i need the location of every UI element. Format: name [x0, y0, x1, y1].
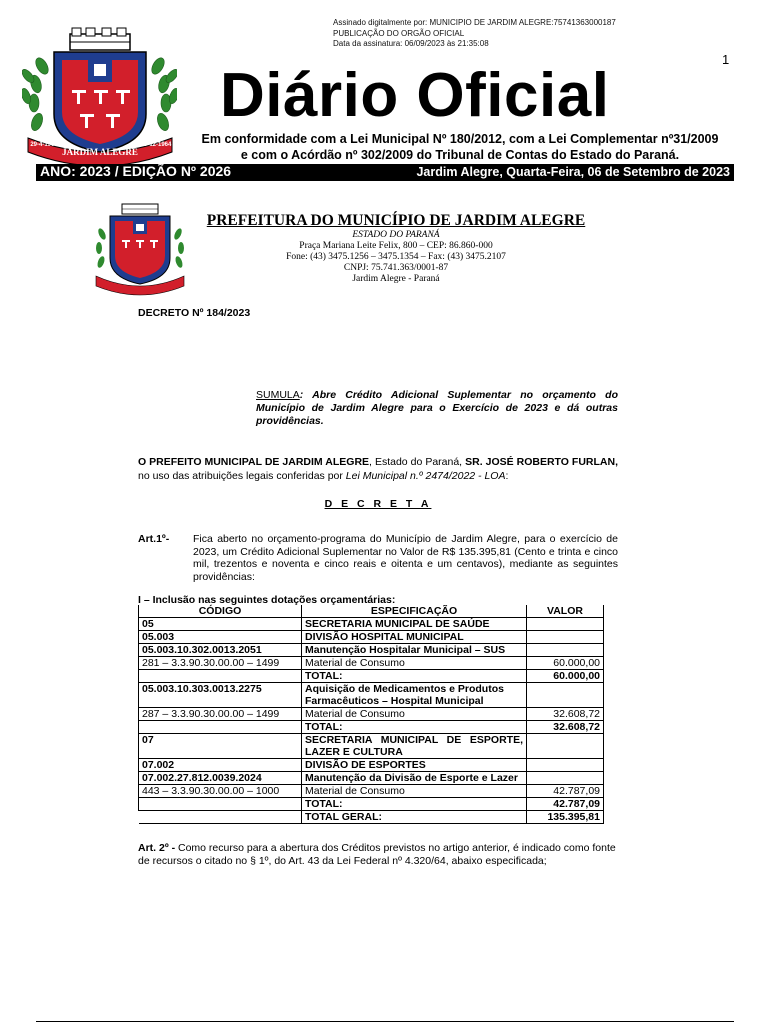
- ribbon-text: JARDIM ALEGRE: [62, 147, 138, 157]
- inclusion-title: I – Inclusão nas seguintes dotações orçamentárias:: [138, 594, 396, 606]
- subtitle-line-1: Em conformidade com a Lei Municipal Nº 180/2012, com a Lei Complementar nº31/2009: [201, 132, 719, 146]
- cell-value: [527, 772, 604, 785]
- subtitle-line-2: e com o Acórdão nº 302/2009 do Tribunal de Contas do Estado do Paraná.: [240, 148, 680, 162]
- cell-value: 60.000,00: [527, 657, 604, 670]
- preamble-state: , Estado do Paraná,: [369, 456, 466, 468]
- cell-code: 443 – 3.3.90.30.00.00 – 1000: [139, 785, 302, 798]
- crown-icon: [70, 28, 130, 50]
- edition-number: ANO: 2023 / EDIÇÃO Nº 2026: [40, 163, 232, 179]
- decreta-heading: D E C R E T A: [324, 498, 432, 510]
- cell-code: 07.002: [139, 759, 302, 772]
- table-row: [139, 798, 604, 811]
- cell-value: 42.787,09: [527, 785, 604, 798]
- table-header-row: [139, 605, 604, 618]
- laurel-left: [22, 56, 51, 132]
- cell-value: [527, 644, 604, 657]
- table-row: [139, 618, 604, 631]
- cell-spec: Manutenção da Divisão de Esporte e Lazer: [302, 772, 527, 785]
- cell-code: 07.002.27.812.0039.2024: [139, 772, 302, 785]
- cell-value: [527, 759, 604, 772]
- cell-spec: Aquisição de Medicamentos e Produtos Farmacêuticos – Hospital Municipal: [302, 683, 527, 708]
- table-row: [139, 708, 604, 721]
- page-number: 1: [722, 52, 730, 67]
- cell-code: 05: [139, 618, 302, 631]
- prefeitura-state: ESTADO DO PARANÁ: [352, 230, 440, 240]
- ribbon-date-right: 10-12-1964: [140, 142, 172, 148]
- cell-value: [527, 734, 604, 759]
- sumula: [256, 389, 618, 428]
- cell-value: [527, 618, 604, 631]
- table-row: [139, 772, 604, 785]
- preamble-colon: :: [505, 470, 509, 482]
- cell-spec: Material de Consumo: [302, 657, 527, 670]
- article-2-label: Art. 2º -: [138, 842, 176, 854]
- cell-spec: TOTAL:: [302, 721, 527, 734]
- preamble-law: Lei Municipal n.º 2474/2022 - LOA: [345, 470, 506, 482]
- article-2: [138, 842, 618, 867]
- preamble-mayor-title: O PREFEITO MUNICIPAL DE JARDIM ALEGRE: [138, 456, 370, 468]
- header-value: VALOR: [527, 605, 604, 618]
- table-row: [139, 785, 604, 798]
- table-row: [139, 683, 604, 708]
- signature-line-2: PUBLICAÇÃO DO ORGÃO OFICIAL: [333, 28, 465, 38]
- table-row: [139, 631, 604, 644]
- ribbon-date-left: 29-4-1964: [30, 142, 58, 148]
- cell-code: 287 – 3.3.90.30.00.00 – 1499: [139, 708, 302, 721]
- cell-value: 135.395,81: [527, 811, 604, 824]
- page-title: Diário Oficial: [220, 61, 610, 130]
- cell-value: [527, 683, 604, 708]
- edition-bar: [36, 164, 734, 181]
- cell-value: 60.000,00: [527, 670, 604, 683]
- legal-subtitle: [180, 131, 740, 163]
- table-row: [139, 811, 604, 824]
- sumula-label: SUMULA: [256, 389, 300, 401]
- footer-divider: [36, 1021, 734, 1022]
- preamble-mayor-name: SR. JOSÉ ROBERTO FURLAN,: [465, 456, 619, 468]
- signature-line-1: Assinado digitalmente por: MUNICIPIO DE JARDIM ALEGRE:75741363000187: [333, 18, 616, 27]
- cell-code: 05.003: [139, 631, 302, 644]
- cell-spec: SECRETARIA MUNICIPAL DE ESPORTE, LAZER E CULTURA: [302, 734, 527, 759]
- article-1-text: Fica aberto no orçamento-programa do Município de Jardim Alegre, para o exercício de 2023, um Crédito Adicional Suplementar no Valor de R$ 135.395,81 (Cento e trinta e cinco mil, trezentos e noventa e cinco reais e oitenta e um centavos), mediante as seguintes providências:: [193, 533, 618, 583]
- cell-spec: DIVISÃO HOSPITAL MUNICIPAL: [302, 631, 527, 644]
- sumula-text: : Abre Crédito Adicional Suplementar no orçamento do Município de Jardim Alegre para o Exercício de 2023 e dá outras providências.: [256, 389, 618, 427]
- cell-code: [139, 721, 302, 734]
- table-row: [139, 721, 604, 734]
- preamble-text: no uso das atribuições legais conferidas por: [138, 470, 346, 482]
- article-2-text: Como recurso para a abertura dos Créditos previstos no artigo anterior, é indicado como fonte de recursos o citado no § 1º, do Art. 43 da Lei Federal nº 4.320/64, abaixo especificada;: [138, 842, 616, 867]
- prefeitura-city: Jardim Alegre - Paraná: [352, 274, 440, 284]
- cell-value: 32.608,72: [527, 721, 604, 734]
- cell-code: [139, 811, 302, 824]
- header-spec: ESPECIFICAÇÃO: [302, 605, 527, 618]
- cell-value: 42.787,09: [527, 798, 604, 811]
- prefeitura-header: [190, 212, 602, 285]
- cell-code: 281 – 3.3.90.30.00.00 – 1499: [139, 657, 302, 670]
- cell-spec: SECRETARIA MUNICIPAL DE SAÚDE: [302, 618, 527, 631]
- cell-code: 07: [139, 734, 302, 759]
- cell-spec: Manutenção Hospitalar Municipal – SUS: [302, 644, 527, 657]
- table-row: [139, 657, 604, 670]
- cell-spec: DIVISÃO DE ESPORTES: [302, 759, 527, 772]
- cell-spec: TOTAL GERAL:: [302, 811, 527, 824]
- prefeitura-address: Praça Mariana Leite Felix, 800 – CEP: 86.860-000: [299, 241, 493, 251]
- header-code: CÓDIGO: [139, 605, 302, 618]
- table-row: [139, 734, 604, 759]
- table-row: [139, 759, 604, 772]
- cell-spec: Material de Consumo: [302, 785, 527, 798]
- cell-value: 32.608,72: [527, 708, 604, 721]
- cell-code: 05.003.10.302.0013.2051: [139, 644, 302, 657]
- signature-line-3: Data da assinatura: 06/09/2023 às 21:35:08: [333, 39, 489, 48]
- prefeitura-cnpj: CNPJ: 75.741.363/0001-87: [343, 263, 449, 273]
- cell-code: [139, 670, 302, 683]
- table-row: [139, 670, 604, 683]
- laurel-right: [149, 56, 177, 132]
- budget-table: [138, 605, 604, 824]
- edition-date: Jardim Alegre, Quarta-Feira, 06 de Setembro de 2023: [416, 165, 730, 179]
- cell-spec: TOTAL:: [302, 670, 527, 683]
- cell-code: 05.003.10.303.0013.2275: [139, 683, 302, 708]
- cell-code: [139, 798, 302, 811]
- digital-signature: [333, 18, 616, 50]
- prefeitura-coat-of-arms: [92, 200, 188, 298]
- article-1-label: Art.1º-: [138, 533, 170, 545]
- cell-value: [527, 631, 604, 644]
- preamble: [138, 455, 618, 483]
- decree-number: DECRETO Nº 184/2023: [138, 307, 251, 319]
- prefeitura-title: PREFEITURA DO MUNICÍPIO DE JARDIM ALEGRE: [206, 212, 586, 229]
- crown-small-icon: [122, 204, 158, 214]
- cell-spec: Material de Consumo: [302, 708, 527, 721]
- table-row: [139, 644, 604, 657]
- cell-spec: TOTAL:: [302, 798, 527, 811]
- municipal-coat-of-arms: [22, 26, 177, 171]
- prefeitura-phone: Fone: (43) 3475.1256 – 3475.1354 – Fax: (43) 3475.2107: [286, 252, 506, 262]
